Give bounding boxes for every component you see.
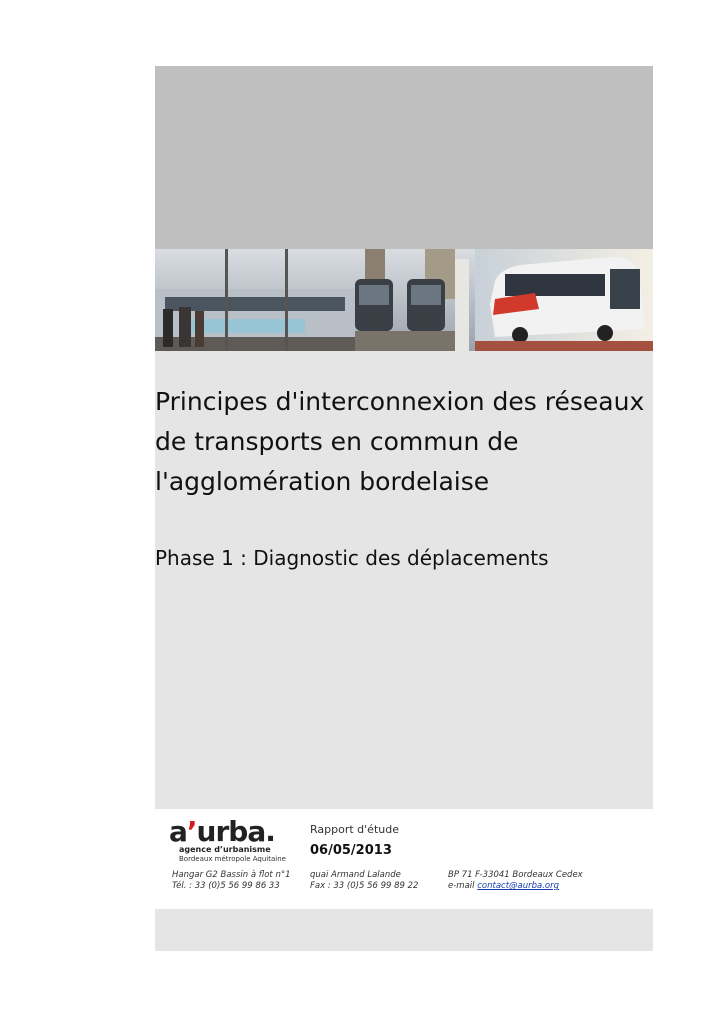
address-column-3 [448, 870, 583, 892]
address-column-1 [172, 870, 291, 892]
report-date: 06/05/2013 [310, 843, 392, 858]
document-subtitle: Phase 1 : Diagnostic des déplacements [155, 546, 549, 570]
address-line: Hangar G2 Bassin à flot n°1 [172, 870, 291, 880]
address-line: quai Armand Lalande [310, 870, 401, 880]
logo-tagline: agence d’urbanisme [179, 845, 271, 854]
email-line: e-mail contact@aurba.org [448, 881, 560, 891]
address-column-2 [310, 870, 418, 892]
fax-line: Fax : 33 (0)5 56 99 89 22 [310, 881, 419, 891]
title-line-3: l'agglomération bordelaise [155, 467, 490, 496]
logo-region: Bordeaux métropole Aquitaine [179, 855, 286, 863]
title-line-2: de transports en commun de [155, 427, 519, 456]
phone-line: Tél. : 33 (0)5 56 99 86 33 [172, 881, 280, 891]
report-type-label: Rapport d'étude [310, 823, 399, 836]
title-line-1: Principes d'interconnexion des réseaux [155, 387, 645, 416]
cover-footer [155, 809, 653, 909]
cover-photo-transport [155, 249, 653, 351]
aurba-logo [169, 815, 299, 871]
header-gray-band [155, 66, 653, 249]
document-title [155, 382, 665, 502]
footer-gray-band [155, 909, 653, 951]
logo-wordmark: a’urba. [169, 815, 275, 848]
postal-line: BP 71 F-33041 Bordeaux Cedex [448, 870, 583, 880]
email-link[interactable]: contact@aurba.org [477, 881, 560, 891]
